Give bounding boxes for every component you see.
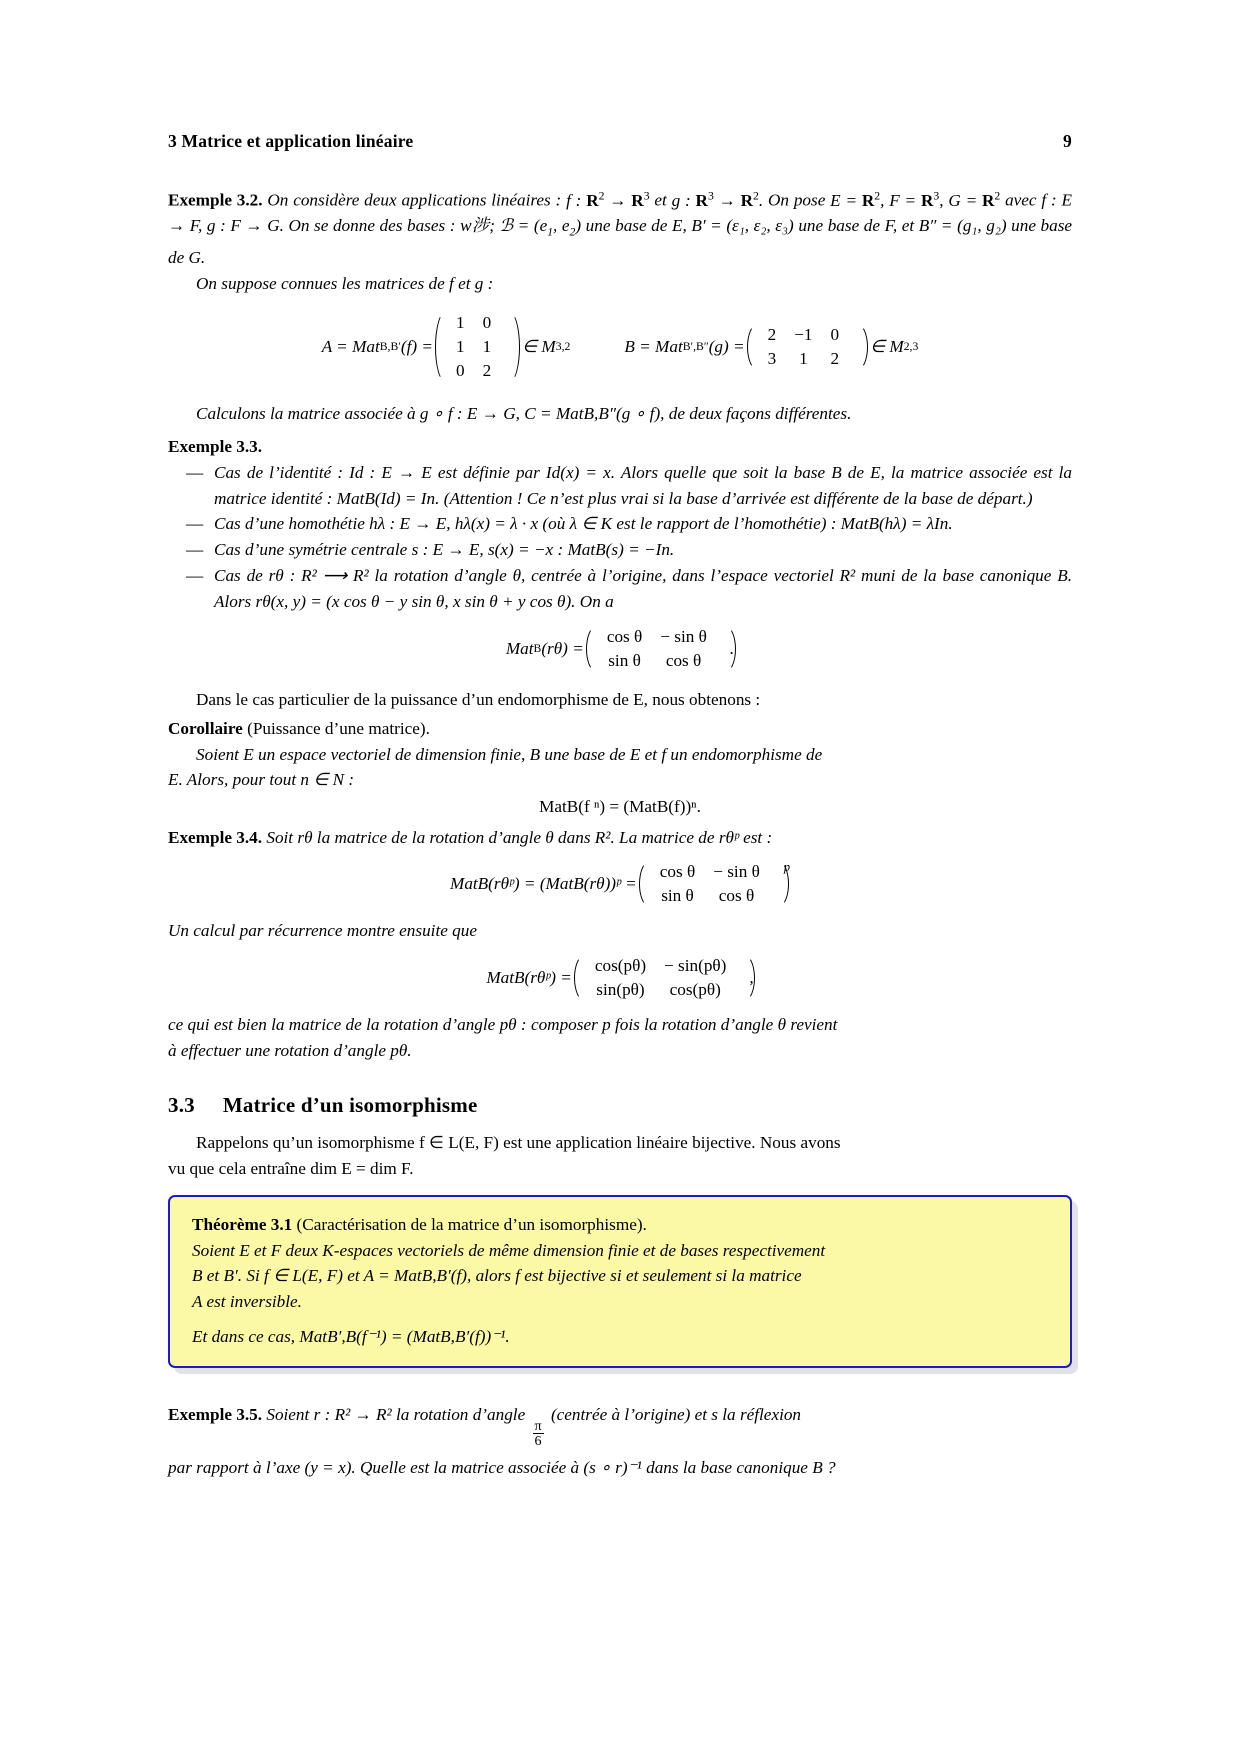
dash-marker: — [186,462,204,482]
matrix-cell: sin θ [661,886,694,906]
example-3-5-line1a: Soient r : R² → R² la rotation d’angle [266,1405,526,1425]
matrix-row [651,860,769,884]
matrix-B-member: ∈ M 2,3 [870,336,919,356]
fraction-denominator: 6 [534,1433,542,1450]
matrix-cell: −1 [794,324,813,344]
paren-left [745,323,756,371]
dash-marker: — [186,565,204,585]
section-3-3-heading [168,1093,1072,1118]
power-matrix-expanded [572,954,750,1002]
example-3-4-equation-2 [168,954,1072,1002]
example-3-5-label: Exemple 3.5. [168,1405,263,1425]
g-declaration: g : $R^3 \to R^2$. [671,189,764,210]
matrix-row [447,335,500,359]
example-3-5-line2: par rapport à l’axe (y = x). Quelle est la matrice associée à (s ∘ r)⁻¹ dans la base canonique B ? [168,1458,836,1478]
example-3-2-line4: On suppose connues les matrices de f et g : [196,273,494,293]
fraction-numerator: π [534,1417,542,1434]
matrix-B [745,323,862,371]
example-3-4-block [168,825,1072,851]
running-head [168,131,1072,152]
matrix-display-row [168,311,1072,383]
matrix-A-member: ∈ M 3,2 [522,336,571,356]
matrix-cell: cos θ [606,626,643,646]
theorem-line-3: A est inversible. [192,1291,302,1311]
theorem-paren: (Caractérisation de la matrice d’un isomorphisme). [296,1215,647,1235]
example-3-5-line1b: (centrée à l’origine) et s la réflexion [550,1405,802,1425]
matrix-cell: 0 [482,312,492,332]
closing-line-2: à effectuer une rotation d’angle pθ. [168,1040,412,1060]
matrix-cell: 1 [455,312,465,332]
eq2-lhs: MatB(rθᵖ) = [486,968,572,988]
matrix-cell: 3 [767,348,777,368]
closing-line-1: ce qui est bien la matrice de la rotation d’angle pθ : composer p fois la rotation d’angle θ revient [168,1015,838,1035]
rotation-matrix-lhs: Mat B (rθ) = [505,638,584,658]
matrix-row [586,978,736,1002]
paren-right [503,311,514,383]
theorem-line-2: B et B′. Si f ∈ L(E, F) et A = MatB,B′(f), alors f est bijective si et seulement si la matrice [192,1266,802,1286]
paren-left [572,954,583,1002]
running-head-title: 3 Matrice et application linéaire [168,131,414,151]
page-content [168,183,1072,1481]
matrix-cell: 1 [455,336,465,356]
list-item-text: Cas d’une symétrie centrale s : E → E, s(x) = −x : MatB(s) = −In. [214,540,675,560]
matrix-row [651,884,769,908]
eq2-trail: , [749,968,754,988]
dash-marker: — [186,540,204,560]
matrix-B-subscript: B′,B″ [682,340,709,354]
on-pose: On pose [768,190,826,210]
matrix-cell: cos(pθ) [594,956,647,976]
matrix-cell: 2 [482,360,492,380]
example-3-2-label: Exemple 3.2. [168,190,263,210]
example-3-4-equation-1 [168,860,1072,908]
matrix-cell: 2 [767,324,777,344]
matrix-cell: 2 [830,348,840,368]
matrix-cell: 0 [455,360,465,380]
matrix-A-lhs: A = Mat B,B′ (f) = [321,336,433,356]
section-title: Matrice d’un isomorphisme [222,1093,478,1118]
matrix-cell: − sin θ [660,626,707,646]
spaces-definition: $E = R^2$, $F = R^3$, $G = R^2$ [830,189,1001,210]
fraction-pi-over-6 [533,1419,544,1449]
power-matrix [637,860,783,908]
matrix-row [759,323,848,347]
theorem-heading [192,1212,1048,1237]
matrix-row [586,954,736,978]
paren-left [433,311,444,383]
paren-left [584,625,595,673]
paren-right [772,860,783,908]
matrix-A [433,311,514,383]
basis-B-def: w涉; [460,216,496,236]
matrix-cell: − sin(pθ) [664,956,727,976]
corollaire-heading [168,716,1072,742]
example-3-5-block [168,1402,1072,1449]
corollaire-equation: MatB(f ⁿ) = (MatB(f))ⁿ. [539,796,701,816]
list-item-text: Cas de rθ : R² ⟶ R² la rotation d’angle θ, centrée à l’origine, dans l’espace vectoriel R² muni de la base canonique B. Alors rθ(x, y) = (x cos θ − y sin θ, x sin θ + y cos θ). On a [214,565,1072,611]
corollaire-paren: (Puissance d’une matrice). [247,719,430,739]
paren-right [851,323,862,371]
example-3-4-text: Soit rθ la matrice de la rotation d’angle θ dans R². La matrice de rθᵖ est : [266,827,773,847]
matrix-cell: cos(pθ) [669,980,721,1000]
conjunction-et: et [654,190,667,210]
matrix-cell: cos θ [718,886,755,906]
matrix-row [598,625,716,649]
example-3-2-block [168,183,1072,271]
paren-left [637,860,648,908]
calculons-line: Calculons la matrice associée à g ∘ f : E → G, C = MatB,B″(g ∘ f), de deux façons différentes. [196,403,852,423]
paren-right [738,954,749,1002]
theorem-label: Théorème 3.1 [192,1215,293,1235]
list-item [168,537,1072,563]
list-item [168,460,1072,512]
theorem-line-4: Et dans ce cas, MatB′,B(f⁻¹) = (MatB,B′(f))⁻¹. [192,1327,510,1347]
recurrence-line: Un calcul par récurrence montre ensuite que [168,921,477,941]
rotation-matrix-display [168,625,1072,673]
example-3-3-label: Exemple 3.3. [168,437,263,457]
matrix-A-subscript: B,B′ [379,340,401,354]
example-3-2-line1: On considère deux applications linéaires : [267,190,562,210]
corollaire-line2: E. Alors, pour tout n ∈ N : [168,770,355,790]
corollaire-line1: Soient E un espace vectoriel de dimension finie, B une base de E et f un endomorphisme de [196,744,823,764]
basis-B: ℬ = ($e_1$, $e_2$) une [499,216,611,239]
section-number: 3.3 [168,1093,195,1118]
matrix-cell: − sin θ [713,862,760,882]
page-number: 9 [1063,131,1072,151]
eq-lhs: MatB(rθᵖ) = (MatB(rθ))ᵖ = [450,874,637,894]
example-3-2-line3: base de E, B′ = (ε₁, ε₂, ε₃) une base de F, et B″ = (g₁, g₂) une base de G. [168,216,1073,268]
list-item-text: Cas de l’identité : Id : E → E est définie par Id(x) = x. Alors quelle que soit la base B de E, la matrice associée est la matrice identité : MatB(Id) = In. (Attention ! Ce n’est plus vrai si la base d’arrivée est différente de la base de départ.) [214,462,1072,508]
section-3-3-para-2: vu que cela entraîne dim E = dim F. [168,1158,414,1178]
matrix-row [447,359,500,383]
matrix-row [598,649,716,673]
f-declaration: f : $R^2 \to R^3$ [566,189,650,210]
dash-marker: — [186,514,204,534]
matrix-cell: sin θ [608,650,641,670]
example-3-3-list [168,460,1072,615]
dans-le-cas-line: Dans le cas particulier de la puissance d’un endomorphisme de E, nous obtenons : [196,689,761,709]
example-3-2-line2b: avec f : E → F, g : F → G. On se donne des bases : [168,190,1072,236]
matrix-cell: 1 [482,336,492,356]
matrix-row [759,347,848,371]
list-item-text: Cas d’une homothétie hλ : E → E, hλ(x) = λ · x (où λ ∈ K est le rapport de l’homothétie) : MatB(hλ) = λIn. [214,514,953,534]
section-3-3-para-1: Rappelons qu’un isomorphisme f ∈ L(E, F) est une application linéaire bijective. Nous avons [196,1133,841,1153]
matrix-cell: sin(pθ) [596,980,645,1000]
theorem-line-1: Soient E et F deux K-espaces vectoriels de même dimension finie et de bases respectivement [192,1240,826,1260]
rotation-matrix-trail: . [729,638,735,658]
theorem-box [168,1195,1072,1368]
matrix-cell: 1 [799,348,808,368]
theorem-box-wrapper [168,1195,1072,1368]
matrix-B-lhs: B = Mat B′,B″ (g) = [624,336,745,356]
corollaire-label: Corollaire [168,719,243,739]
matrix-exponent: p [783,860,790,875]
matrix-cell: cos θ [665,650,702,670]
example-3-4-label: Exemple 3.4. [168,827,263,847]
matrix-cell: 0 [830,324,840,344]
rotation-matrix [584,625,730,673]
list-item [168,563,1072,615]
matrix-row [447,311,500,335]
list-item [168,511,1072,537]
matrix-cell: cos θ [659,862,696,882]
paren-right [719,625,730,673]
